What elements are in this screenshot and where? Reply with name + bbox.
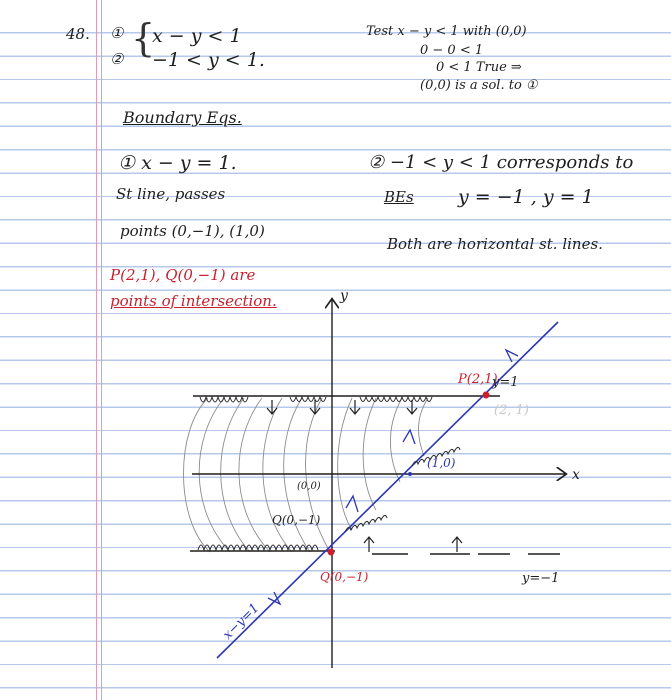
eq1-boundary-line-1: ① x − y = 1.: [118, 152, 237, 174]
eq1-marker: ①: [110, 24, 124, 42]
point-Q: [328, 549, 335, 556]
test-line-2: 0 − 0 < 1: [420, 43, 484, 58]
x-axis-label: x: [572, 467, 580, 483]
y-axis-label: y: [340, 288, 348, 304]
intersection-note-line-2: points of intersection.: [110, 292, 277, 310]
bes-label: BEs: [384, 188, 414, 206]
point-1-0-label: (1,0): [427, 456, 456, 470]
bes-values: y = −1 , y = 1: [458, 186, 594, 208]
origin-label: (0,0): [297, 481, 321, 492]
point-P-label: P(2,1): [458, 372, 498, 387]
point-Q-bottom-label: Q(0,−1): [320, 570, 369, 584]
eq1-text: x − y < 1: [152, 25, 242, 47]
test-line-3: 0 < 1 True ⇒: [436, 60, 522, 75]
line-y-minus-1-label: y=−1: [522, 571, 560, 586]
line-x-minus-y-equals-1: [217, 322, 558, 658]
down-arrows-y1: [267, 400, 417, 414]
blue-arrows: [268, 350, 518, 604]
eq2-boundary-line-3: Both are horizontal st. lines.: [387, 235, 603, 253]
hatch-y-minus-1: [198, 545, 318, 550]
faded-label: (2, 1): [494, 403, 529, 418]
boundary-heading: Boundary Eqs.: [123, 108, 242, 127]
eq1-boundary-line-2: St line, passes: [116, 185, 226, 203]
problem-number: 48.: [66, 25, 90, 43]
eq1-boundary-line-3: points (0,−1), (1,0): [120, 222, 265, 240]
eq2-text: −1 < y < 1.: [152, 49, 265, 71]
test-line-4: (0,0) is a sol. to ①: [420, 78, 538, 93]
point-P: [483, 392, 490, 399]
point-1-0: [408, 472, 412, 476]
test-line-1: Test x − y < 1 with (0,0): [366, 24, 527, 39]
line-y1-label: y=1: [492, 375, 519, 390]
shading-region: [183, 398, 428, 552]
eq2-marker: ②: [110, 50, 124, 68]
system-brace: {: [131, 16, 156, 60]
eq2-boundary-line-1: ② −1 < y < 1 corresponds to: [368, 152, 634, 173]
line-x-minus-y-label: x−y=1: [220, 600, 263, 643]
intersection-note-line-1: P(2,1), Q(0,−1) are: [110, 266, 256, 284]
hatch-y1: [200, 397, 432, 402]
point-Q-top-label: Q(0,−1): [272, 513, 321, 527]
up-arrows-y-minus-1: [364, 537, 462, 552]
